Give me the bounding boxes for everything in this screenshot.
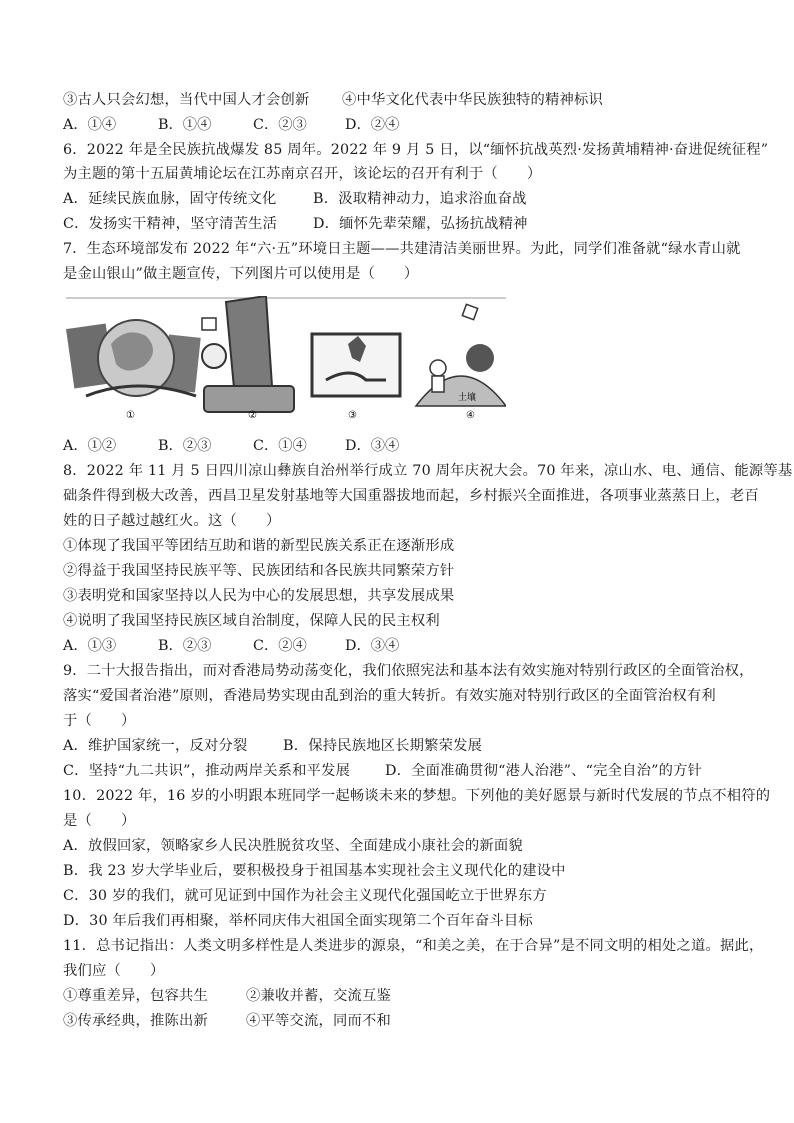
q11-statement-3: ③传承经典，推陈出新 (63, 1013, 208, 1029)
q7-illustrations (66, 296, 506, 424)
q11-statement-1: ①尊重差异，包容共生 (63, 988, 208, 1004)
picture-4-label: ④ (466, 410, 475, 421)
q5-option-d[interactable]: D．②④ (345, 117, 400, 133)
q8-statement-4: ④说明了我国坚持民族区域自治制度，保障人民的民主权利 (63, 613, 440, 629)
picture-2 (202, 296, 294, 421)
q8-option-a[interactable]: A．①③ (63, 638, 117, 654)
q6-option-a[interactable]: A．延续民族血脉，固守传统文化 (63, 191, 277, 207)
q7-option-c[interactable]: C．①④ (253, 438, 307, 454)
q8-option-d[interactable]: D．③④ (345, 638, 400, 654)
q6-stem-line2: 为主题的第十五届黄埔论坛在江苏南京召开，该论坛的召开有利于（ ） (63, 166, 542, 182)
picture-1 (66, 320, 201, 421)
q7-picture-row (66, 296, 506, 424)
q6-stem-line1: 6．2022 年是全民族抗战爆发 85 周年。2022 年 9 月 5 日，以“缅怀抗战英烈·发扬黄埔精神·奋进促统征程” (63, 142, 769, 158)
q9-option-c[interactable]: C．坚持“九二共识”，推动两岸关系和平发展 (63, 763, 351, 779)
q10-stem-line1: 10．2022 年，16 岁的小明跟本班同学一起畅谈未来的梦想。下列他的美好愿景与新时代发展的节点不相符的 (63, 788, 771, 804)
q10-option-d[interactable]: D．30 年后我们再相聚，举杯同庆伟大祖国全面实现第二个百年奋斗目标 (63, 913, 533, 929)
q9-stem-line2: 落实“爱国者治港”原则，香港局势实现由乱到治的重大转折。有效实施对特别行政区的全面管治权有利 (63, 688, 716, 704)
q11-stem-line1: 11．总书记指出：人类文明多样性是人类进步的源泉，“和美之美，在于合异”是不同文明的相处之道。据此， (63, 938, 764, 954)
q9-option-d[interactable]: D．全面准确贯彻“港人治港”、“完全自治”的方针 (385, 763, 703, 779)
q7-stem-line2: 是金山银山”做主题宣传，下列图片可以使用是（ ） (63, 266, 419, 282)
q9-stem-line1: 9．二十大报告指出，而对香港局势动荡变化，我们依照宪法和基本法有效实施对特别行政区的全面管治权， (63, 663, 754, 679)
q5-option-c[interactable]: C．②③ (253, 117, 307, 133)
q11-stem-line2: 我们应（ ） (63, 963, 165, 979)
q8-stem-line1: 8．2022 年 11 月 5 日四川凉山彝族自治州举行成立 70 周年庆祝大会。70 年来，凉山水、电、通信、能源等基 (63, 463, 793, 479)
q8-statement-3: ③表明党和国家坚持以人民为中心的发展思想，共享发展成果 (63, 588, 455, 604)
picture-4 (416, 304, 506, 421)
q8-stem-line3: 姓的日子越过越红火。这（ ） (63, 513, 281, 529)
q10-option-c[interactable]: C．30 岁的我们，就可见证到中国作为社会主义现代化强国屹立于世界东方 (63, 888, 547, 904)
q7-stem-line1: 7．生态环境部发布 2022 年“六·五”环境日主题——共建清洁美丽世界。为此，同学们准备就“绿水青山就 (63, 241, 741, 257)
q10-option-a[interactable]: A．放假回家，领略家乡人民决胜脱贫攻坚、全面建成小康社会的新面貌 (63, 838, 523, 854)
q11-statement-4: ④平等交流，同而不和 (246, 1013, 391, 1029)
q8-option-b[interactable]: B．②③ (158, 638, 212, 654)
picture-1-label: ① (126, 410, 135, 421)
q6-option-d[interactable]: D．缅怀先辈荣耀，弘扬抗战精神 (313, 216, 528, 232)
q5-option-a[interactable]: A．①④ (63, 117, 117, 133)
q5-option-b[interactable]: B．①④ (158, 117, 212, 133)
q11-statement-2: ②兼收并蓄，交流互鉴 (246, 988, 391, 1004)
q7-option-b[interactable]: B．②③ (158, 438, 212, 454)
q6-option-b[interactable]: B．汲取精神动力，追求浴血奋战 (313, 191, 527, 207)
q7-option-d[interactable]: D．③④ (345, 438, 400, 454)
q5-statement-4: ④中华文化代表中华民族独特的精神标识 (342, 92, 603, 108)
soil-tag: 土壤 (458, 393, 477, 403)
q7-option-a[interactable]: A．①② (63, 438, 117, 454)
q9-option-a[interactable]: A．维护国家统一，反对分裂 (63, 738, 248, 754)
q8-statement-2: ②得益于我国坚持民族平等、民族团结和各民族共同繁荣方针 (63, 563, 455, 579)
q9-option-b[interactable]: B．保持民族地区长期繁荣发展 (283, 738, 483, 754)
q10-stem-line2: 是（ ） (63, 813, 136, 829)
q5-statement-3: ③古人只会幻想，当代中国人才会创新 (63, 92, 310, 108)
q6-option-c[interactable]: C．发扬实干精神，坚守清苦生活 (63, 216, 278, 232)
picture-3 (312, 334, 400, 421)
q8-option-c[interactable]: C．②④ (253, 638, 307, 654)
picture-2-label: ② (248, 410, 257, 421)
q8-stem-line2: 础条件得到极大改善，西昌卫星发射基地等大国重器拔地而起，乡村振兴全面推进，各项事业蒸蒸日上，老百 (63, 488, 759, 504)
q10-option-b[interactable]: B．我 23 岁大学毕业后，要积极投身于祖国基本实现社会主义现代化的建设中 (63, 863, 566, 879)
q8-statement-1: ①体现了我国平等团结互助和谐的新型民族关系正在逐渐形成 (63, 538, 455, 554)
q9-stem-line3: 于（ ） (63, 713, 136, 729)
picture-3-label: ③ (348, 410, 357, 421)
